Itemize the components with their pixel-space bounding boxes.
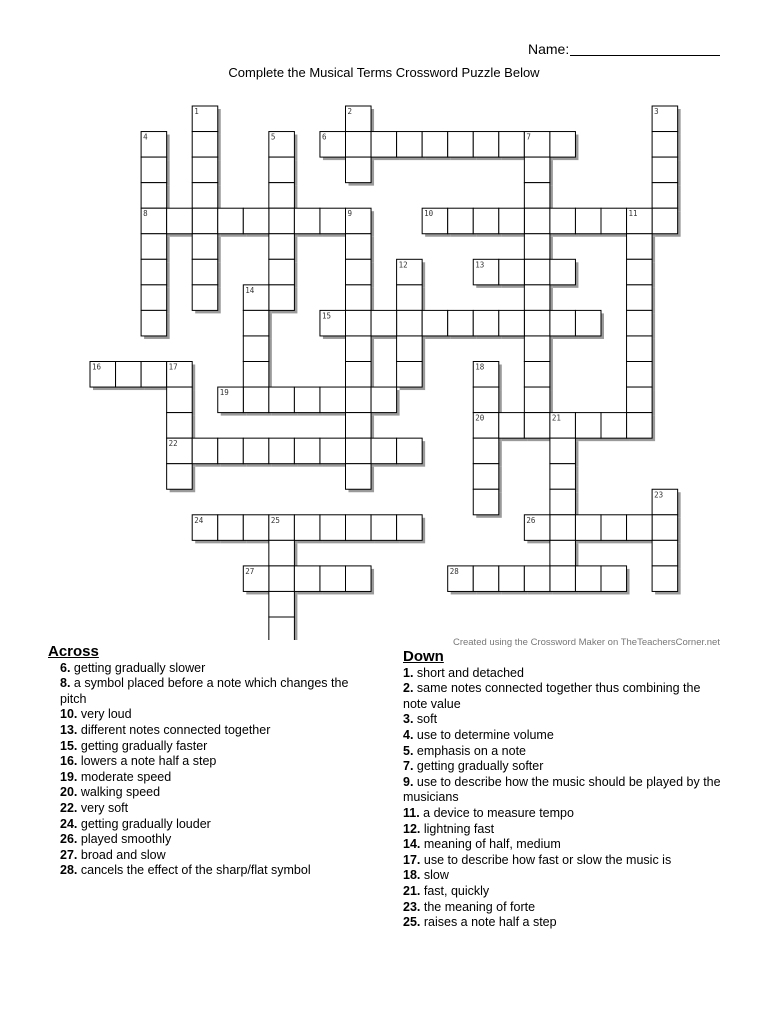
crossword-cell[interactable]	[397, 438, 423, 464]
crossword-cell[interactable]	[601, 515, 627, 541]
crossword-cell[interactable]	[627, 310, 653, 336]
clue-number: 10.	[60, 707, 78, 722]
crossword-cell[interactable]	[627, 259, 653, 285]
across-clue	[48, 739, 378, 755]
crossword-cell[interactable]	[346, 362, 372, 388]
clue-number: 4.	[403, 727, 414, 742]
clue-text: getting gradually softer	[413, 759, 544, 774]
crossword-cell[interactable]	[294, 566, 320, 592]
crossword-cell[interactable]	[448, 132, 474, 158]
cell-number: 11	[628, 209, 638, 219]
clue-text: different notes connected together	[77, 722, 271, 737]
down-clue	[403, 728, 728, 744]
across-clue	[48, 801, 378, 817]
across-clue	[48, 817, 378, 833]
crossword-cell[interactable]	[346, 310, 372, 336]
crossword-cell[interactable]	[499, 413, 525, 439]
crossword-cell[interactable]	[473, 310, 499, 336]
clue-text: short and detached	[413, 665, 524, 680]
crossword-cell[interactable]	[192, 157, 218, 183]
crossword-cell[interactable]	[627, 515, 653, 541]
crossword-cell[interactable]	[218, 208, 244, 234]
crossword-cell[interactable]	[269, 387, 295, 413]
clue-number: 11.	[403, 805, 420, 820]
clue-number: 5.	[403, 743, 414, 758]
crossword-cell[interactable]	[550, 566, 576, 592]
down-clue	[403, 775, 728, 806]
name-label: Name:	[528, 41, 570, 57]
crossword-cell[interactable]	[269, 234, 295, 260]
across-heading: Across	[48, 643, 99, 660]
crossword-cell[interactable]	[652, 157, 678, 183]
crossword-cell[interactable]	[627, 413, 653, 439]
crossword-cell[interactable]	[397, 362, 423, 388]
crossword-cell[interactable]	[575, 208, 601, 234]
crossword-cell[interactable]	[192, 183, 218, 209]
crossword-cell[interactable]	[550, 540, 576, 566]
crossword-cell[interactable]	[550, 310, 576, 336]
crossword-cell[interactable]	[294, 387, 320, 413]
crossword-cell[interactable]	[371, 310, 397, 336]
crossword-cell[interactable]	[346, 234, 372, 260]
across-clue	[48, 754, 378, 770]
crossword-cell[interactable]	[448, 310, 474, 336]
crossword-cell[interactable]	[192, 259, 218, 285]
crossword-cell[interactable]	[524, 362, 550, 388]
cell-number: 14	[245, 285, 255, 295]
clue-text: the meaning of forte	[420, 899, 536, 914]
clue-number: 18.	[403, 868, 421, 883]
across-list	[48, 661, 378, 879]
crossword-cell[interactable]	[524, 183, 550, 209]
across-clue	[48, 785, 378, 801]
cell-number: 24	[194, 515, 204, 525]
crossword-cell[interactable]	[141, 234, 167, 260]
clue-text: getting gradually faster	[77, 738, 208, 753]
clue-text: slow	[420, 868, 449, 883]
crossword-cell[interactable]	[346, 259, 372, 285]
cell-number: 26	[526, 515, 536, 525]
down-clues	[403, 649, 728, 931]
across-clue	[48, 832, 378, 848]
crossword-cell[interactable]	[652, 132, 678, 158]
clue-text: getting gradually slower	[70, 660, 206, 675]
crossword-cell[interactable]	[320, 438, 346, 464]
down-clue	[403, 822, 728, 838]
crossword-cell[interactable]	[269, 540, 295, 566]
crossword-cell[interactable]	[141, 183, 167, 209]
cell-number: 23	[654, 490, 664, 500]
clue-number: 1.	[403, 665, 414, 680]
crossword-cell[interactable]	[116, 362, 142, 388]
crossword-cell[interactable]	[601, 566, 627, 592]
cell-number: 27	[245, 566, 255, 576]
crossword-cell[interactable]	[320, 515, 346, 541]
clue-number: 28.	[60, 863, 78, 878]
crossword-cell[interactable]	[627, 362, 653, 388]
crossword-cell[interactable]	[167, 387, 193, 413]
clue-number: 17.	[403, 852, 421, 867]
crossword-cell[interactable]	[473, 438, 499, 464]
crossword-cell[interactable]	[192, 208, 218, 234]
crossword-cell[interactable]	[243, 387, 269, 413]
clue-number: 22.	[60, 800, 78, 815]
crossword-cell[interactable]	[524, 566, 550, 592]
crossword-cell[interactable]	[346, 132, 372, 158]
crossword-cell[interactable]	[397, 310, 423, 336]
crossword-cell[interactable]	[524, 157, 550, 183]
crossword-cell[interactable]	[141, 259, 167, 285]
crossword-cell[interactable]	[448, 208, 474, 234]
crossword-cell[interactable]	[652, 208, 678, 234]
down-clue	[403, 759, 728, 775]
crossword-cell[interactable]	[473, 387, 499, 413]
crossword-cell[interactable]	[550, 464, 576, 490]
crossword-cell[interactable]	[346, 515, 372, 541]
crossword-cell[interactable]	[575, 515, 601, 541]
crossword-cell[interactable]	[192, 132, 218, 158]
crossword-cell[interactable]	[269, 591, 295, 617]
clue-text: a device to measure tempo	[419, 805, 574, 820]
crossword-cell[interactable]	[371, 387, 397, 413]
cell-number: 16	[92, 362, 102, 372]
crossword-cell[interactable]	[294, 438, 320, 464]
crossword-cell[interactable]	[575, 413, 601, 439]
cell-number: 3	[654, 107, 659, 116]
clue-text: lightning fast	[420, 821, 495, 836]
crossword-cell[interactable]	[269, 157, 295, 183]
down-clue	[403, 853, 728, 869]
crossword-cell[interactable]	[346, 438, 372, 464]
crossword-cell[interactable]	[627, 387, 653, 413]
cell-number: 21	[551, 413, 561, 423]
clue-text: moderate speed	[77, 769, 172, 784]
crossword-cell[interactable]	[141, 285, 167, 311]
clue-text: a symbol placed before a note which changes the pitch	[60, 676, 349, 706]
crossword-cell[interactable]	[627, 336, 653, 362]
crossword-cell[interactable]	[627, 285, 653, 311]
crossword-cell[interactable]	[371, 132, 397, 158]
clue-text: very soft	[77, 800, 129, 815]
crossword-cell[interactable]	[524, 413, 550, 439]
crossword-cell[interactable]	[192, 234, 218, 260]
down-clue	[403, 837, 728, 853]
cell-number: 2	[347, 107, 353, 116]
crossword-cell[interactable]	[192, 285, 218, 311]
clue-text: cancels the effect of the sharp/flat symbol	[77, 863, 311, 878]
crossword-cell[interactable]	[269, 566, 295, 592]
crossword-cell[interactable]	[167, 413, 193, 439]
across-clue	[48, 723, 378, 739]
cell-number: 6	[321, 132, 327, 142]
crossword-cell[interactable]	[652, 183, 678, 209]
crossword-cell[interactable]	[269, 617, 295, 640]
crossword-cell[interactable]	[269, 259, 295, 285]
crossword-cell[interactable]	[294, 208, 320, 234]
crossword-cell[interactable]	[269, 208, 295, 234]
down-clue	[403, 681, 728, 712]
crossword-cell[interactable]	[397, 515, 423, 541]
clue-text: use to describe how fast or slow the music is	[420, 852, 672, 867]
crossword-cell[interactable]	[473, 566, 499, 592]
clue-number: 2.	[403, 681, 414, 696]
credit-text: Created using the Crossword Maker on TheTeachersCorner.net	[452, 637, 720, 648]
crossword-cell[interactable]	[550, 438, 576, 464]
crossword-cell[interactable]	[524, 285, 550, 311]
crossword-cell[interactable]	[550, 259, 576, 285]
across-clue	[48, 661, 378, 677]
crossword-cell[interactable]	[575, 310, 601, 336]
crossword-cell[interactable]	[346, 285, 372, 311]
clue-number: 26.	[60, 832, 78, 847]
cell-number: 10	[424, 209, 434, 219]
crossword-cell[interactable]	[422, 310, 448, 336]
crossword-cell[interactable]	[346, 566, 372, 592]
down-clue	[403, 915, 728, 931]
across-clue	[48, 707, 378, 723]
crossword-cell[interactable]	[473, 208, 499, 234]
crossword-cell[interactable]	[167, 464, 193, 490]
crossword-cell[interactable]	[218, 515, 244, 541]
crossword-cell[interactable]	[524, 259, 550, 285]
crossword-cell[interactable]	[141, 157, 167, 183]
cell-number: 15	[321, 311, 331, 321]
clue-text: raises a note half a step	[420, 915, 557, 930]
crossword-cell[interactable]	[652, 566, 678, 592]
crossword-cell[interactable]	[269, 438, 295, 464]
down-clue	[403, 806, 728, 822]
down-clue	[403, 712, 728, 728]
down-list	[403, 666, 728, 931]
cell-number: 13	[475, 260, 485, 270]
cell-number: 4	[143, 132, 148, 142]
clue-number: 15.	[60, 738, 78, 753]
cell-number: 7	[526, 132, 531, 142]
crossword-cell[interactable]	[397, 336, 423, 362]
cell-number: 20	[475, 413, 485, 423]
clue-number: 3.	[403, 712, 414, 727]
cell-number: 9	[347, 209, 353, 219]
clue-text: use to describe how the music should be played by the musicians	[403, 774, 721, 805]
cell-number: 12	[398, 260, 408, 270]
clue-number: 6.	[60, 660, 71, 675]
clue-text: fast, quickly	[420, 883, 490, 898]
cell-number: 28	[449, 566, 459, 576]
crossword-cell[interactable]	[652, 515, 678, 541]
crossword-cell[interactable]	[499, 132, 525, 158]
down-heading: Down	[403, 648, 444, 665]
cell-number: 25	[270, 515, 280, 525]
crossword-cell[interactable]	[499, 310, 525, 336]
crossword-cell[interactable]	[601, 413, 627, 439]
crossword-cell[interactable]	[141, 310, 167, 336]
clue-text: use to determine volume	[413, 727, 554, 742]
crossword-cell[interactable]	[397, 285, 423, 311]
crossword-cell[interactable]	[652, 540, 678, 566]
clue-text: broad and slow	[77, 847, 166, 862]
crossword-cell[interactable]	[524, 336, 550, 362]
crossword-cell[interactable]	[524, 387, 550, 413]
crossword-cell[interactable]	[524, 234, 550, 260]
clue-number: 12.	[403, 821, 421, 836]
clue-number: 20.	[60, 785, 78, 800]
clue-number: 16.	[60, 754, 78, 769]
crossword-cell[interactable]	[473, 464, 499, 490]
crossword-cell[interactable]	[371, 438, 397, 464]
crossword-cell[interactable]	[550, 132, 576, 158]
crossword-cell[interactable]	[499, 259, 525, 285]
crossword-cell[interactable]	[575, 566, 601, 592]
cell-number: 1	[194, 107, 199, 116]
crossword-cell[interactable]	[167, 208, 193, 234]
crossword-cell[interactable]	[371, 515, 397, 541]
clue-text: same notes connected together thus combining the note value	[403, 681, 701, 711]
across-clue	[48, 848, 378, 864]
crossword-cell[interactable]	[499, 566, 525, 592]
crossword-cell[interactable]	[141, 362, 167, 388]
cell-number: 8	[143, 209, 148, 219]
crossword-cell[interactable]	[269, 183, 295, 209]
down-clue	[403, 900, 728, 916]
clue-number: 9.	[403, 774, 414, 789]
crossword-cell[interactable]	[243, 515, 269, 541]
crossword-cell[interactable]	[243, 208, 269, 234]
clue-text: getting gradually louder	[77, 816, 211, 831]
crossword-cell[interactable]	[550, 489, 576, 515]
clue-text: very loud	[77, 707, 132, 722]
crossword-cell[interactable]	[320, 208, 346, 234]
crossword-cell[interactable]	[473, 489, 499, 515]
crossword-cell[interactable]	[601, 208, 627, 234]
clue-number: 25.	[403, 915, 421, 930]
crossword-cell[interactable]	[499, 208, 525, 234]
across-clues	[48, 644, 378, 879]
crossword-cell[interactable]	[422, 132, 448, 158]
crossword-cell[interactable]	[243, 362, 269, 388]
crossword-cell[interactable]	[473, 132, 499, 158]
clue-number: 8.	[60, 676, 71, 691]
down-clue	[403, 666, 728, 682]
crossword-cell[interactable]	[294, 515, 320, 541]
clue-number: 27.	[60, 847, 78, 862]
clue-number: 14.	[403, 837, 421, 852]
crossword-cell[interactable]	[320, 387, 346, 413]
crossword-cell[interactable]	[397, 132, 423, 158]
crossword-cell[interactable]	[524, 310, 550, 336]
page-title: Complete the Musical Terms Crossword Puzzle Below	[228, 65, 540, 80]
crossword-cell[interactable]	[192, 438, 218, 464]
crossword-cell[interactable]	[346, 157, 372, 183]
crossword-cell[interactable]	[346, 387, 372, 413]
cell-number: 22	[168, 439, 178, 449]
down-clue	[403, 744, 728, 760]
crossword-cell[interactable]	[346, 464, 372, 490]
crossword-cell[interactable]	[243, 310, 269, 336]
across-clue	[48, 863, 378, 879]
cell-number: 5	[270, 132, 276, 142]
clue-text: lowers a note half a step	[77, 754, 217, 769]
crossword-cell[interactable]	[524, 208, 550, 234]
crossword-cell[interactable]	[346, 413, 372, 439]
clue-text: soft	[413, 712, 438, 727]
crossword-cell[interactable]	[627, 234, 653, 260]
crossword-cell[interactable]	[346, 336, 372, 362]
crossword-cell[interactable]	[218, 438, 244, 464]
crossword-cell[interactable]	[269, 285, 295, 311]
clue-number: 7.	[403, 759, 414, 774]
across-clue	[48, 676, 378, 707]
crossword-cell[interactable]	[320, 566, 346, 592]
crossword-cell[interactable]	[550, 515, 576, 541]
cell-number: 17	[168, 362, 178, 372]
down-clue	[403, 884, 728, 900]
crossword-cell[interactable]	[243, 438, 269, 464]
crossword-cell[interactable]	[550, 208, 576, 234]
clue-number: 19.	[60, 769, 78, 784]
clue-number: 24.	[60, 816, 78, 831]
clue-number: 23.	[403, 899, 421, 914]
cell-number: 18	[475, 362, 485, 372]
clue-text: meaning of half, medium	[420, 837, 561, 852]
cell-number: 19	[219, 388, 229, 398]
down-clue	[403, 868, 728, 884]
clue-text: played smoothly	[77, 832, 172, 847]
clue-number: 21.	[403, 883, 421, 898]
crossword-cell[interactable]	[243, 336, 269, 362]
clue-text: walking speed	[77, 785, 161, 800]
clue-text: emphasis on a note	[413, 743, 527, 758]
across-clue	[48, 770, 378, 786]
clue-number: 13.	[60, 722, 78, 737]
